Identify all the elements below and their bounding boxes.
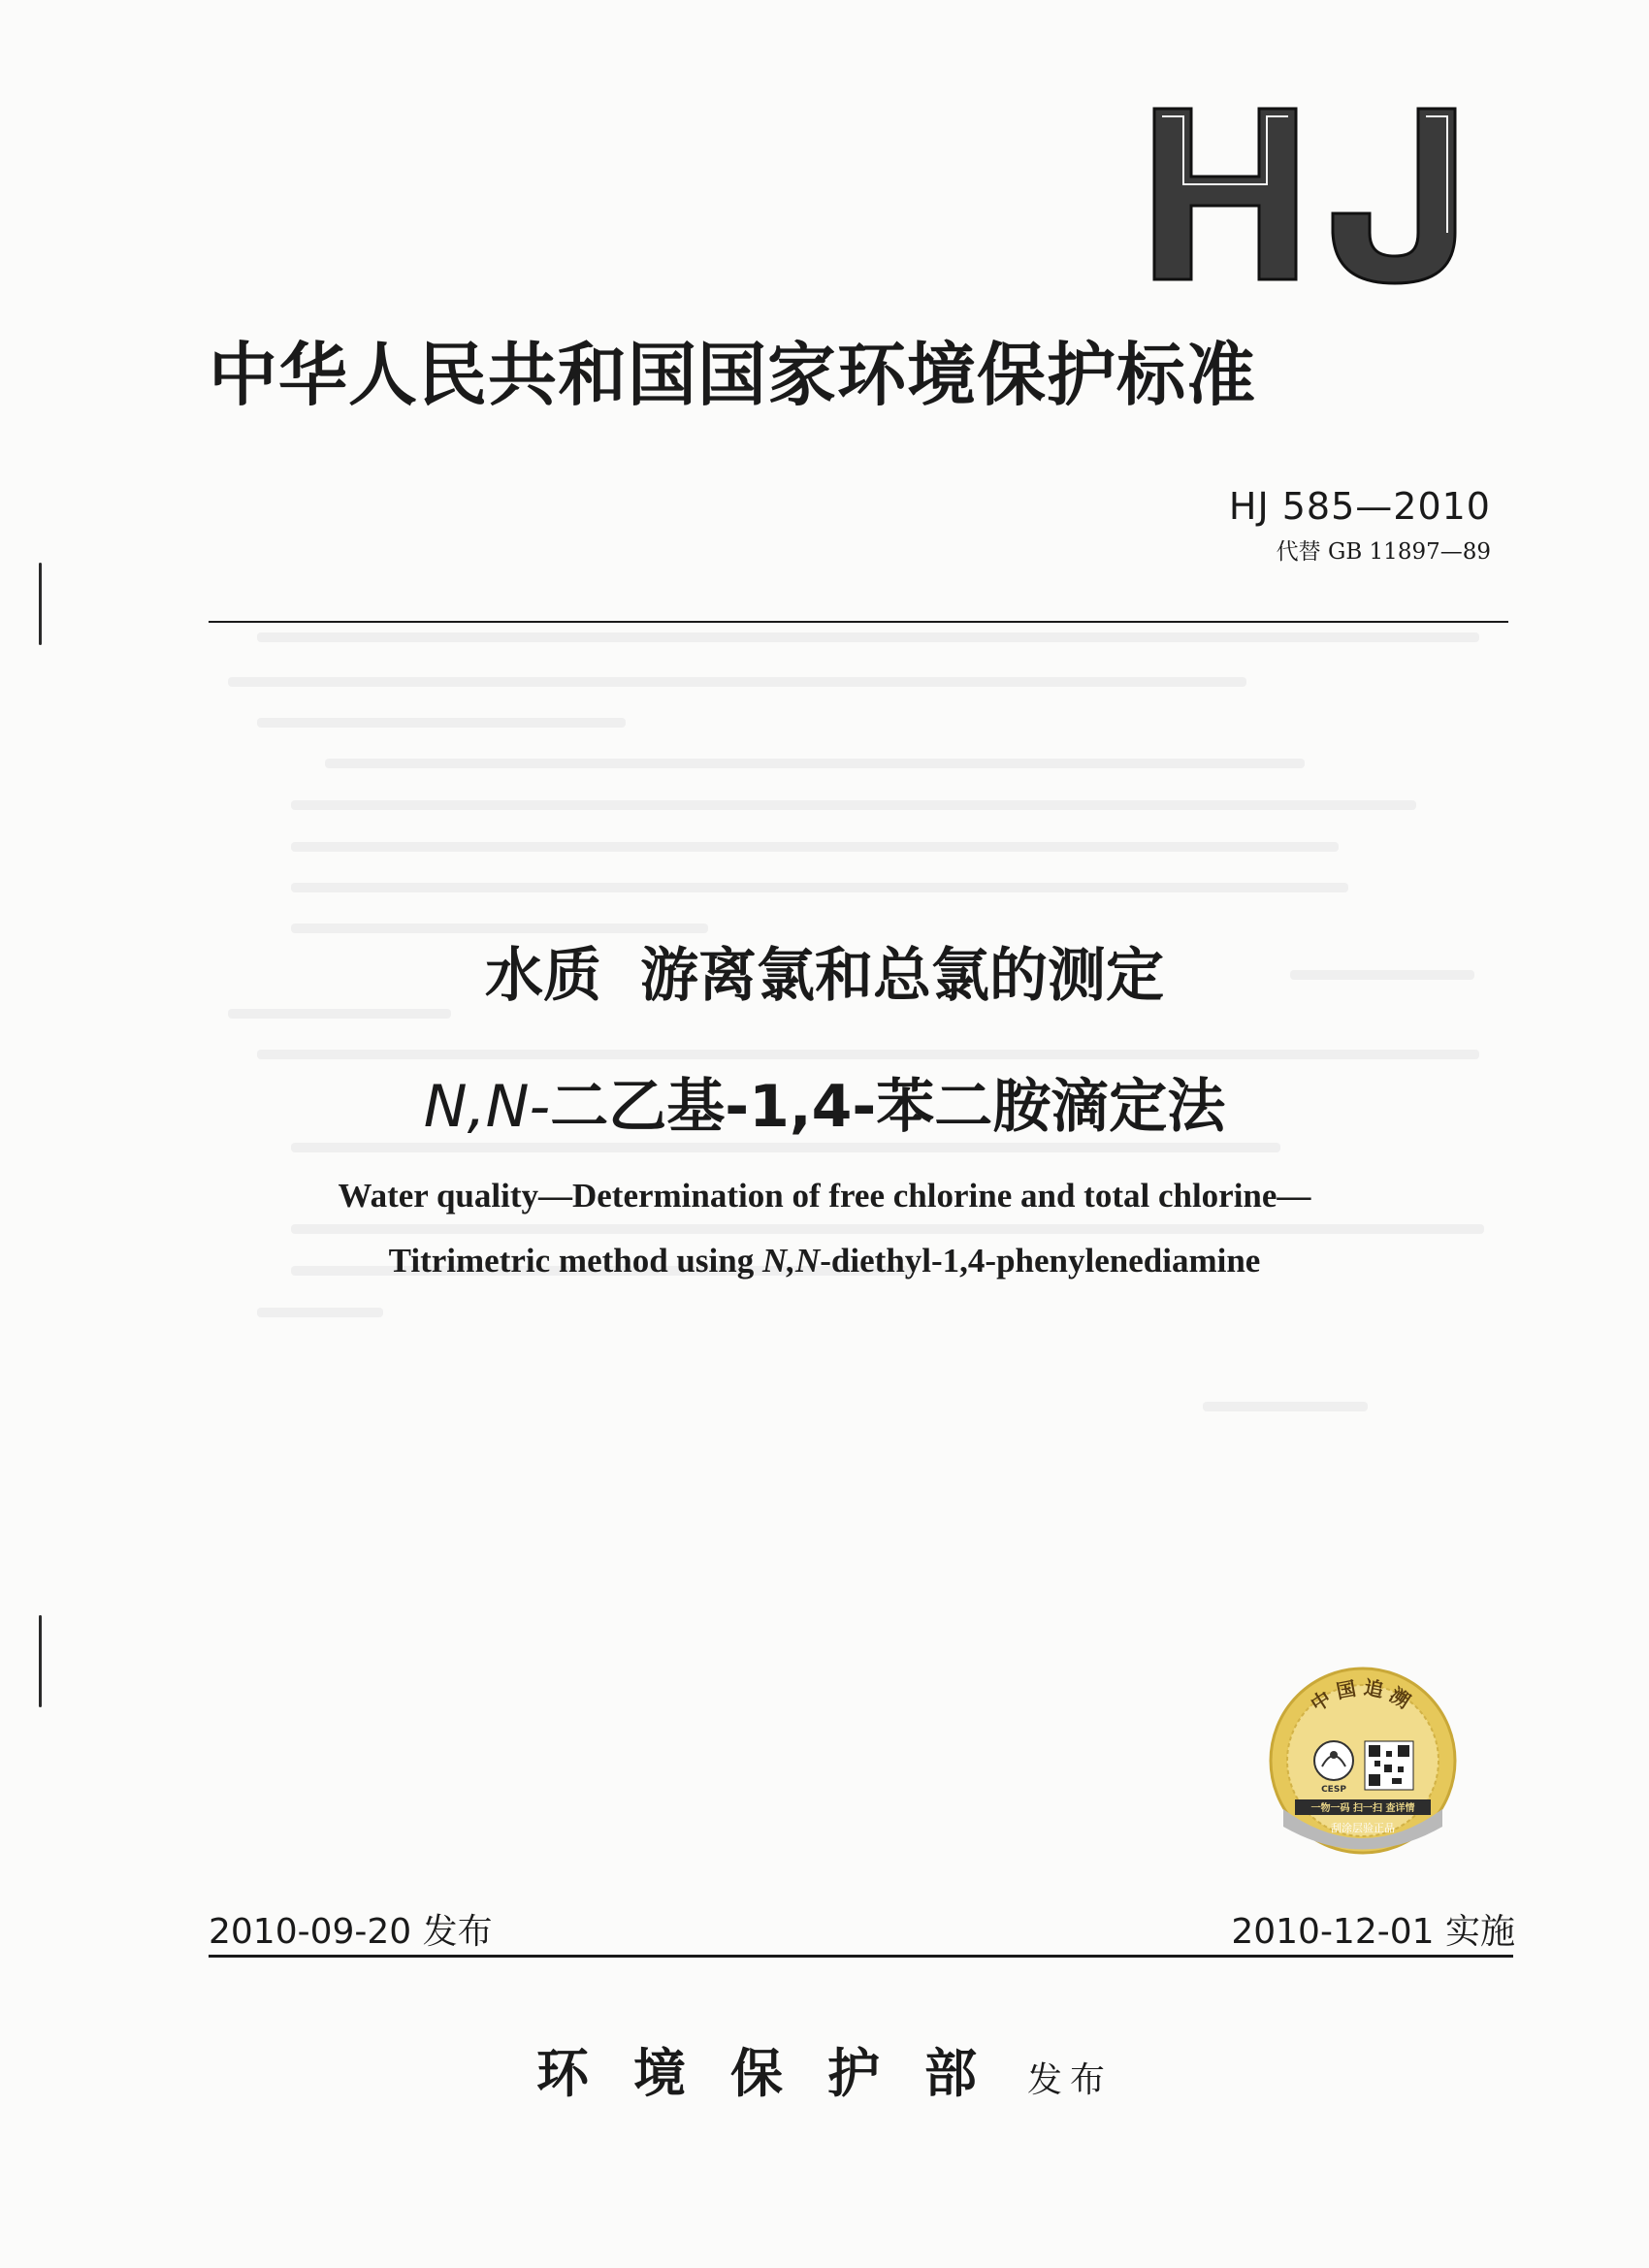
publisher-suffix: 发布 <box>1026 2060 1113 2100</box>
footer-rule <box>209 1955 1513 1958</box>
traceability-seal <box>1266 1664 1460 1858</box>
title-part-water-quality: 水质 <box>485 942 601 1010</box>
publisher-org: 环境保护部 <box>535 2042 1021 2104</box>
english-title-line-1: Water quality—Determination of free chlorine and total chlorine— <box>338 1177 1311 1215</box>
seal-bottom-text: 一物一码 扫一扫 查详情 <box>1310 1803 1415 1814</box>
binder-mark-top <box>39 563 42 645</box>
hj-logo-h <box>1154 109 1296 279</box>
chinese-title-line-1 <box>0 929 1649 1013</box>
standard-number: HJ 585—2010 <box>1228 485 1491 528</box>
publisher-line <box>0 2032 1649 2107</box>
chinese-title-line-2 <box>0 1060 1649 1144</box>
title-part-determination: 游离氯和总氯的测定 <box>640 942 1164 1010</box>
seal-top-text: 中国追溯 <box>1306 1675 1420 1717</box>
hj-logo <box>1145 97 1465 291</box>
hj-logo-j <box>1333 109 1455 283</box>
title-method-prefix: N,N- <box>423 1073 551 1141</box>
english-title-italic: N,N <box>761 1242 821 1280</box>
title-method-name: 二乙基-1,4-苯二胺滴定法 <box>550 1073 1226 1141</box>
binder-mark-bottom <box>39 1615 42 1707</box>
seal-qr-code-icon <box>1365 1741 1413 1790</box>
issue-date: 2010-09-20 发布 <box>209 1912 493 1952</box>
seal-emblem-icon <box>1314 1741 1353 1780</box>
english-title-line-2 <box>0 1242 1649 1280</box>
header-rule <box>209 621 1508 623</box>
english-title-post: -diethyl-1,4-phenylenediamine <box>820 1242 1261 1280</box>
seal-org-label: CESP <box>1321 1785 1346 1795</box>
english-title-pre: Titrimetric method using <box>388 1242 762 1280</box>
seal-footer-text: 刮涂层验正品 <box>1331 1822 1395 1834</box>
replaces-standard: 代替 GB 11897—89 <box>1276 539 1491 565</box>
implementation-date: 2010-12-01 实施 <box>1231 1912 1515 1952</box>
standard-category-title: 中华人民共和国国家环境保护标准 <box>209 334 1257 415</box>
